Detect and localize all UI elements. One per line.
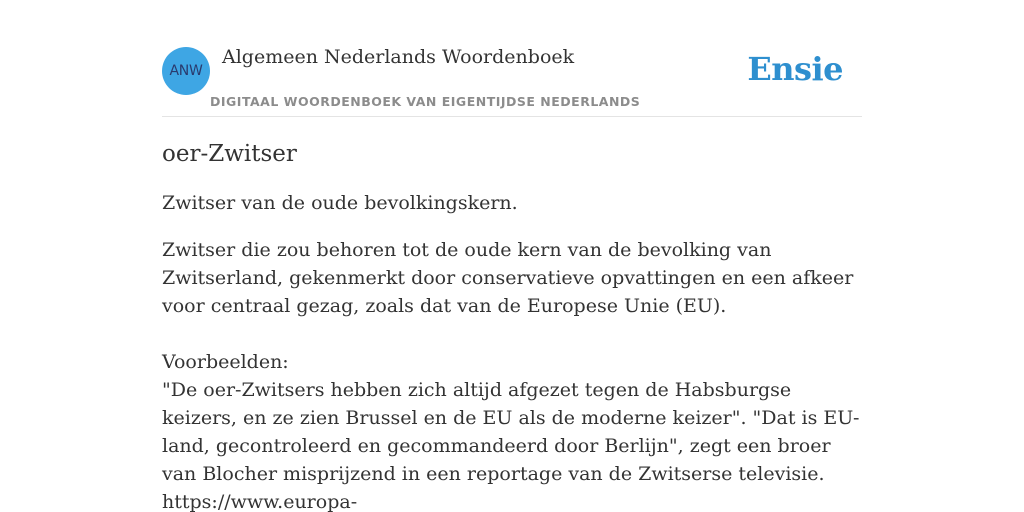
site-title[interactable]: Algemeen Nederlands Woordenboek <box>222 46 575 68</box>
entry-headword: oer-Zwitser <box>162 141 297 167</box>
source-link[interactable]: https://www.europa- <box>162 491 358 512</box>
ensie-brand-logo[interactable]: Ensie <box>747 50 843 88</box>
site-header <box>162 0 862 117</box>
long-definition: Zwitser die zou behoren tot de oude kern van de bevolking van Zwitserland, gekenmerkt door conservatieve opvattingen en een afkeer voor centraal gezag, zoals dat van de Europese Unie (EU). <box>162 239 854 317</box>
entry-content <box>162 138 862 512</box>
site-subtitle: DIGITAAL WOORDENBOEK VAN EIGENTIJDSE NEDERLANDS <box>210 94 641 109</box>
anw-logo-text: ANW <box>169 63 203 79</box>
example-text: "De oer-Zwitsers hebben zich altijd afgezet tegen de Habsburgse keizers, en ze zien Brussel en de EU als de moderne keizer". "Dat is EU-land, gecontroleerd en gecommandeerd door Berlijn", zegt een broer van Blocher misprijzend in een reportage van de Zwitserse televisie. <box>162 379 860 485</box>
examples-label: Voorbeelden: <box>162 351 289 373</box>
short-definition: Zwitser van de oude bevolkingskern. <box>162 192 518 214</box>
anw-logo[interactable] <box>162 47 210 95</box>
